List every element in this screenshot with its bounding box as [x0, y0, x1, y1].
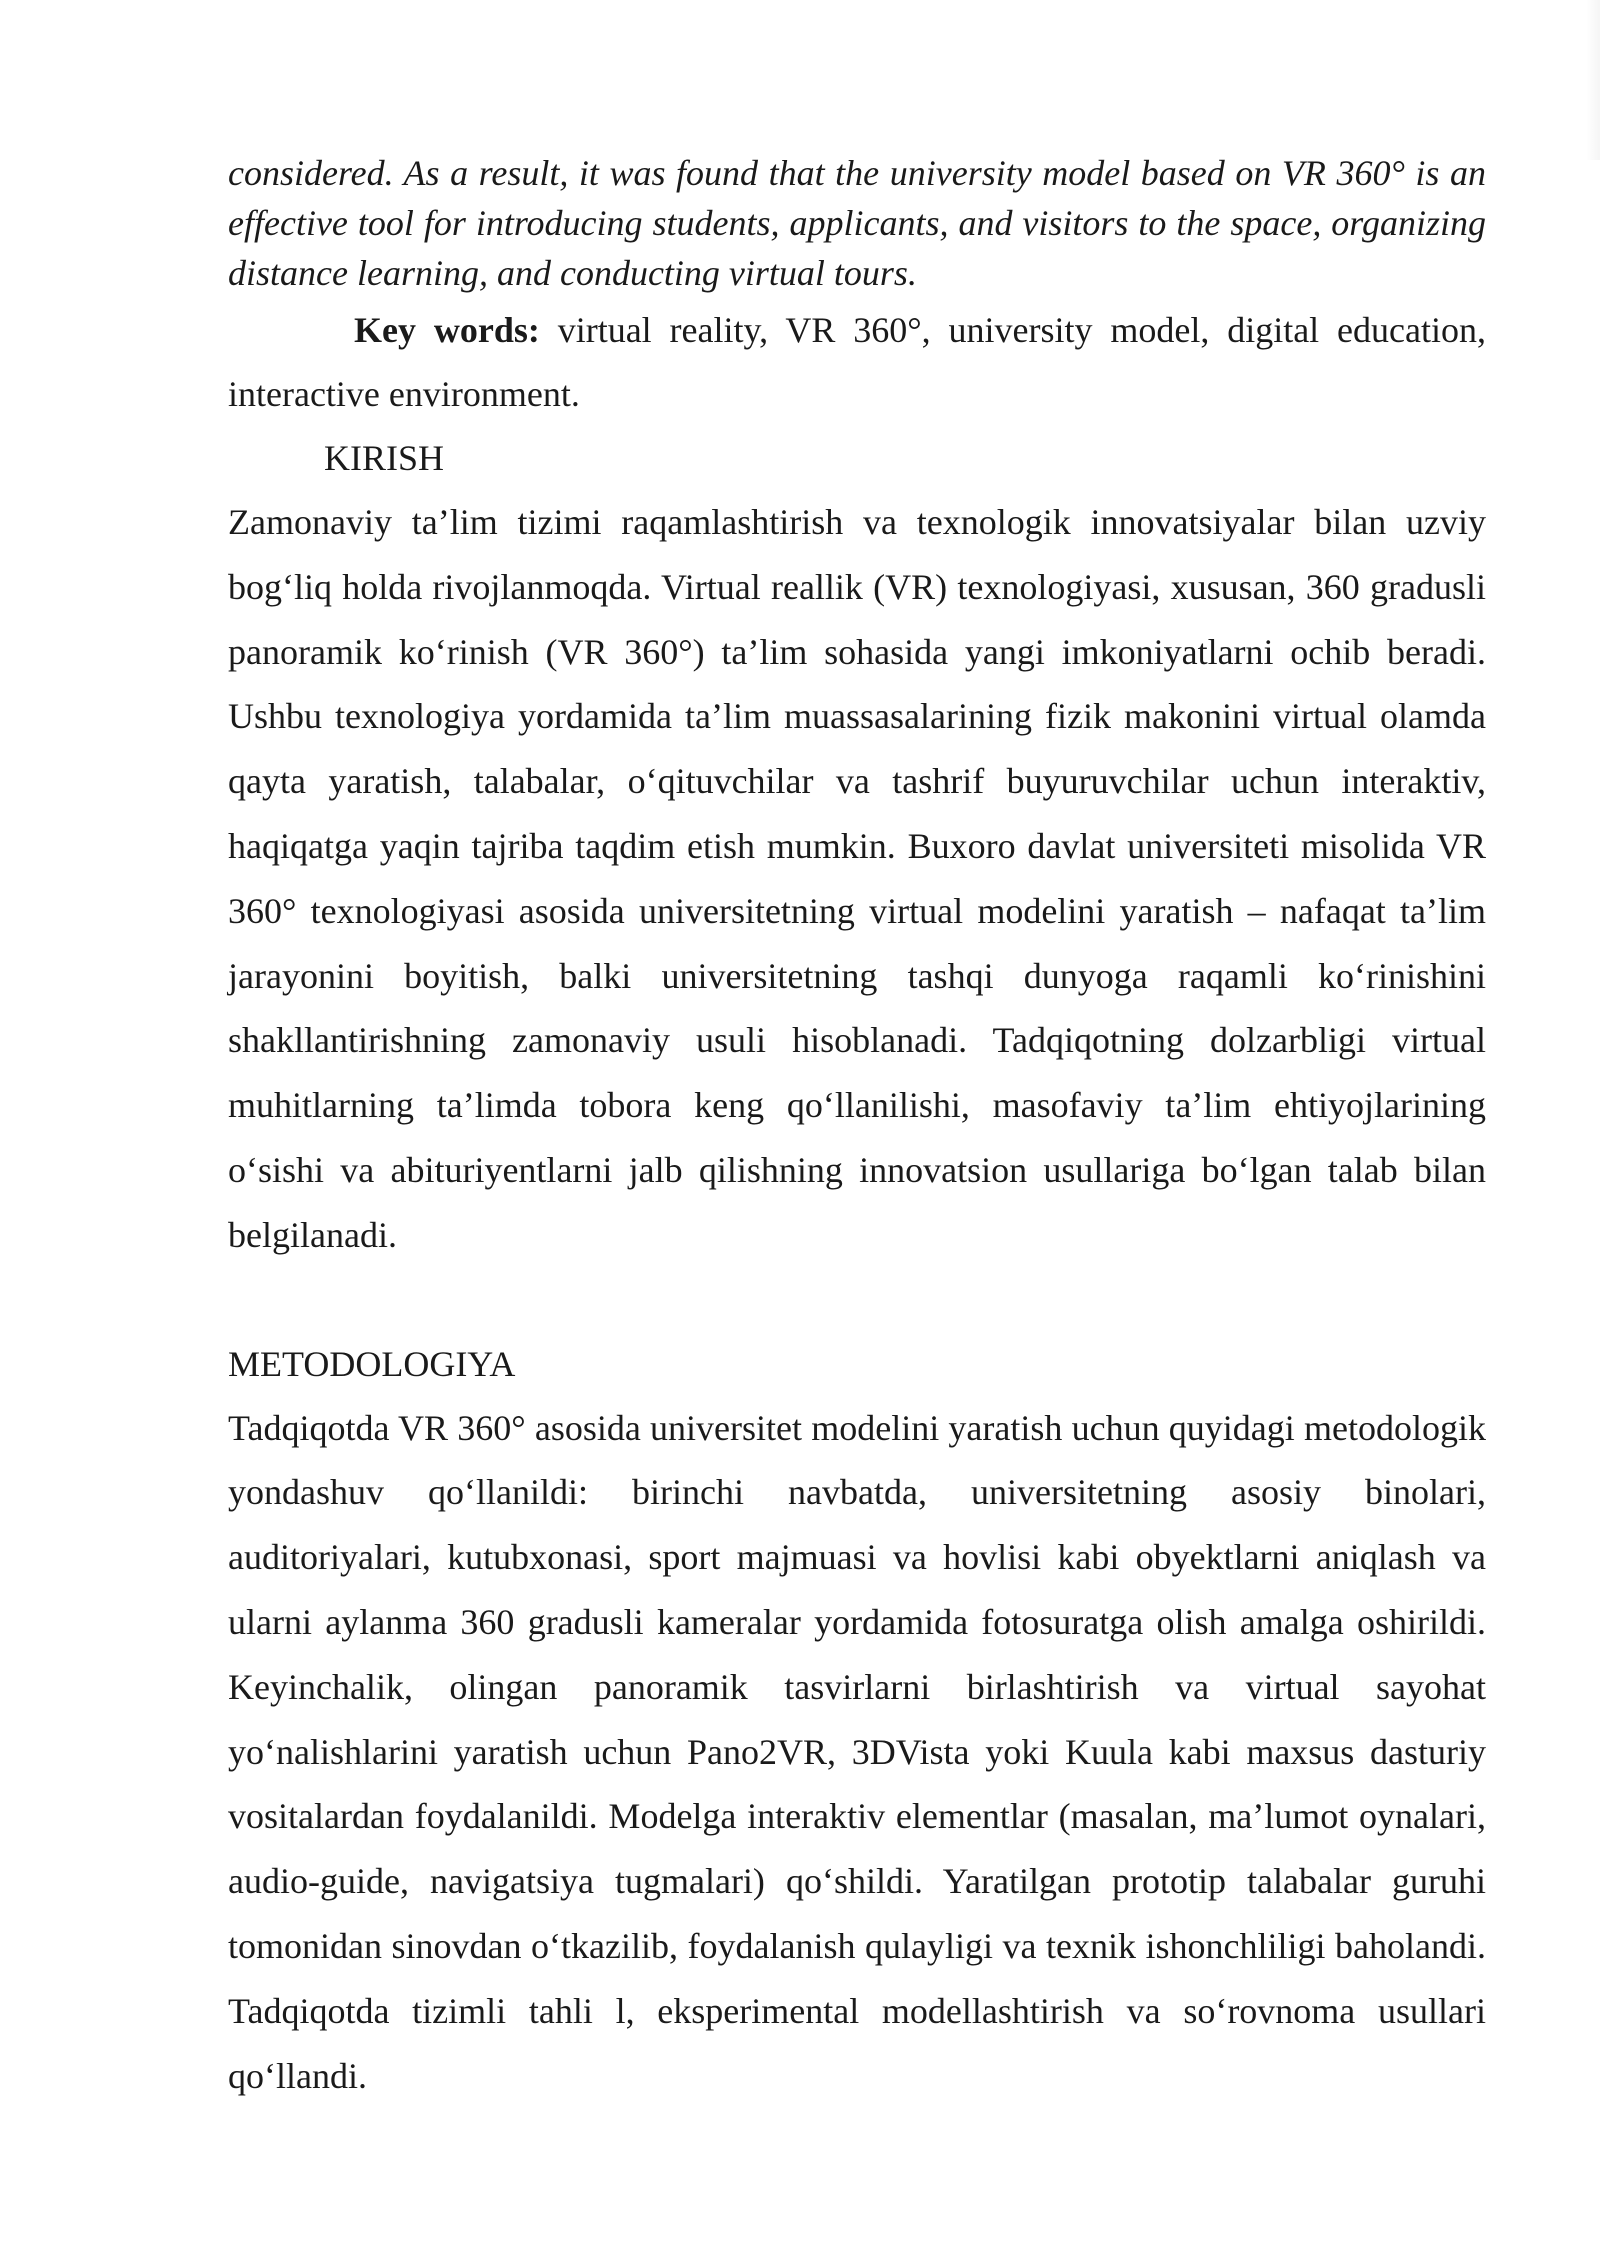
- section-heading-methodology: METODOLOGIYA: [228, 1343, 516, 1384]
- keywords-text: virtual reality, VR 360°, university model, digital education, interactive environment.: [228, 310, 1486, 414]
- keywords-line: [228, 298, 1486, 426]
- section-spacer: [228, 1268, 1486, 1332]
- page-edge-shadow: [1586, 0, 1600, 160]
- methodology-paragraph: Tadqiqotda VR 360° asosida universitet modelini yaratish uchun quyidagi metodologik yondashuv qo‘llanildi: birinchi navbatda, universitetning asosiy binolari, auditoriyalari, kutubxonasi, sport majmuasi va hovlisi kabi obyektlarni aniqlash va ularni aylanma 360 gradusli kameralar yordamida fotosuratga olish amalga oshirildi. Keyinchalik, olingan panoramik tasvirlarni birlashtirish va virtual sayohat yo‘nalishlarini yaratish uchun Pano2VR, 3DVista yoki Kuula kabi maxsus dasturiy vositalardan foydalanildi. Modelga interaktiv elementlar (masalan, ma’lumot oynalari, audio-guide, navigatsiya tugmalari) qo‘shildi. Yaratilgan prototip talabalar guruhi tomonidan sinovdan o‘tkazilib, foydalanish qulayligi va texnik ishonchliligi baholandi. Tadqiqotda tizimli tahli l, eksperimental modellashtirish va so‘rovnoma usullari qo‘llandi.: [228, 1407, 1486, 2096]
- intro-paragraph: Zamonaviy ta’lim tizimi raqamlashtirish va texnologik innovatsiyalar bilan uzviy bog‘liq holda rivojlanmoqda. Virtual reallik (VR) texnologiyasi, xususan, 360 gradusli panoramik ko‘rinish (VR 360°) ta’lim sohasida yangi imkoniyatlarni ochib beradi. Ushbu texnologiya yordamida ta’lim muassasalarining fizik makonini virtual olamda qayta yaratish, talabalar, o‘qituvchilar va tashrif buyuruvchilar uchun interaktiv, haqiqatga yaqin tajriba taqdim etish mumkin. Buxoro davlat universiteti misolida VR 360° texnologiyasi asosida universitetning virtual modelini yaratish – nafaqat ta’lim jarayonini boyitish, balki universitetning tashqi dunyoga raqamli ko‘rinishini shakllantirishning zamonaviy usuli hisoblanadi. Tadqiqotning dolzarbligi virtual muhitlarning ta’limda tobora keng qo‘llanilishi, masofaviy ta’lim ehtiyojlarining o‘sishi va abituriyentlarni jalb qilishning innovatsion usullariga bo‘lgan talab bilan belgilanadi.: [228, 502, 1486, 1255]
- document-page: [228, 148, 1486, 2108]
- abstract-text: considered. As a result, it was found that the university model based on VR 360° is an effective tool for introducing students, applicants, and visitors to the space, organizing distance learning, and conducting virtual tours.: [228, 153, 1486, 293]
- section-heading-intro: KIRISH: [324, 438, 445, 478]
- keywords-label: Key words:: [354, 310, 540, 350]
